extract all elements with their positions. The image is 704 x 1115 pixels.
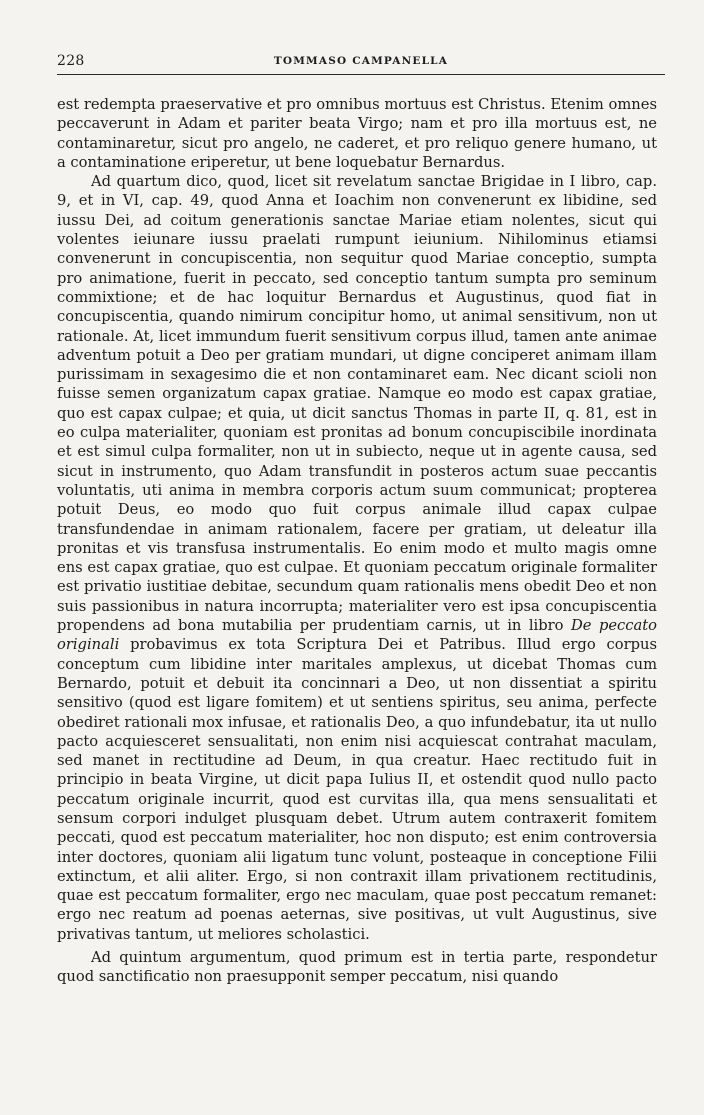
running-header: [57, 52, 665, 75]
book-title-citation: De peccato originali: [57, 617, 657, 654]
book-page: [57, 52, 657, 987]
page-number: 228: [57, 53, 85, 69]
paragraph-text-part: probavimus ex tota Scriptura Dei et Patribus. Illud ergo corpus conceptum cum libidine inter maritales amplexus, ut dicebat Thomas cum Bernardo, potuit et debuit ita concinnari a Deo, ut non dissentiat a spiritu sensitivo (quod est ligare fomitem) et ut sentiens spiritus, seu anima, perfecte obediret rationali mox infusae, et rationalis Deo, a quo infundebatur, ita ut nullo pacto acquiesceret sensualitati, non enim nisi acquiescat contrahat maculam, sed manet in rectitudine ad Deum, in qua creatur. Haec rectitudo fuit in principio in beata Virgine, ut dicit papa Iulius II, et ostendit quod nullo pacto peccatum originale incurrit, quod est curvitas illa, qua mens sensualitati et sensum corpori indulget plusquam debet. Utrum autem contraxerit fomitem peccati, quod est peccatum materialiter, hoc non disputo; est enim controversia inter doctores, quoniam alii ligatum tunc volunt, posteaque in conceptione Filii extinctum, et alii aliter. Ergo, si non contraxit illam privationem rectitudinis, quae est peccatum formaliter, ergo nec maculam, quae post peccatum remanet: ergo nec reatum ad poenas aeternas, sive positivas, ut vult Augustinus, sive privativas tantum, ut meliores scholastici.: [57, 636, 657, 943]
body-text: [57, 95, 657, 987]
paragraph-text-part: Ad quartum dico, quod, licet sit revelatum sanctae Brigidae in I libro, cap. 9, et in VI, cap. 49, quod Anna et Ioachim non convenerunt ex libidine, sed iussu Dei, ad coitum generationis sanctae Mariae etiam nolentes, sicut qui volentes ieiunare iussu praelati rumpunt ieiunium. Nihilominus etiamsi convenerunt in concupiscentia, non sequitur quod Mariae conceptio, sumpta pro animatione, fuerit in peccato, sed conceptio tantum sumpta pro seminum commixtione; et de hac loquitur Bernardus et Augustinus, quod fiat in concupiscentia, quando nimirum concipitur homo, ut animal sensitivum, non ut rationale. At, licet immundum fuerit sensitivum corpus illud, tamen ante animae adventum potuit a Deo per gratiam mundari, ut digne conciperet animam illam purissimam in sexagesimo die et non contaminaret eam. Nec dicant scioli non fuisse semen organizatum capax gratiae. Namque eo modo est capax gratiae, quo est capax culpae; et quia, ut dicit sanctus Thomas in parte II, q. 81, est in eo culpa materialiter, quoniam est pronitas ad bonum concupiscibile inordinata et est simul culpa formaliter, non ut in subiecto, neque ut in agente causa, sed sicut in instrumento, quo Adam transfundit in posteros actum suae peccantis voluntatis, uti anima in membra corporis actum suum communicat; propterea potuit Deus, eo modo quo fuit corpus animale illud capax culpae transfundendae in animam rationalem, facere per gratiam, ut deleatur illa pronitas et vis transfusa instrumentalis. Eo enim modo et multo magis omne ens est capax gratiae, quo est culpae. Et quoniam peccatum originale formaliter est privatio iustitiae debitae, secundum quam rationalis mens obedit Deo et non suis passionibus in natura incorrupta; materialiter vero est ipsa concupiscentia propendens ad bona mutabilia per prudentiam carnis, ut in libro: [57, 173, 657, 635]
paragraph-ad-quartum: [57, 172, 657, 944]
paragraph-ad-quintum: Ad quintum argumentum, quod primum est in tertia parte, respondetur quod sanctificatio non praesupponit semper peccatum, nisi quando: [57, 949, 657, 986]
paragraph-continuation: est redempta praeservative et pro omnibus mortuus est Christus. Etenim omnes peccaverunt in Adam et pariter beata Virgo; nam et pro illa mortuus est, ne contaminaretur, sicut pro angelo, ne caderet, et pro reliquo genere humano, ut a contaminatione eriperetur, ut bene loquebatur Bernardus.: [57, 96, 657, 171]
running-title: TOMMASO CAMPANELLA: [273, 55, 449, 67]
